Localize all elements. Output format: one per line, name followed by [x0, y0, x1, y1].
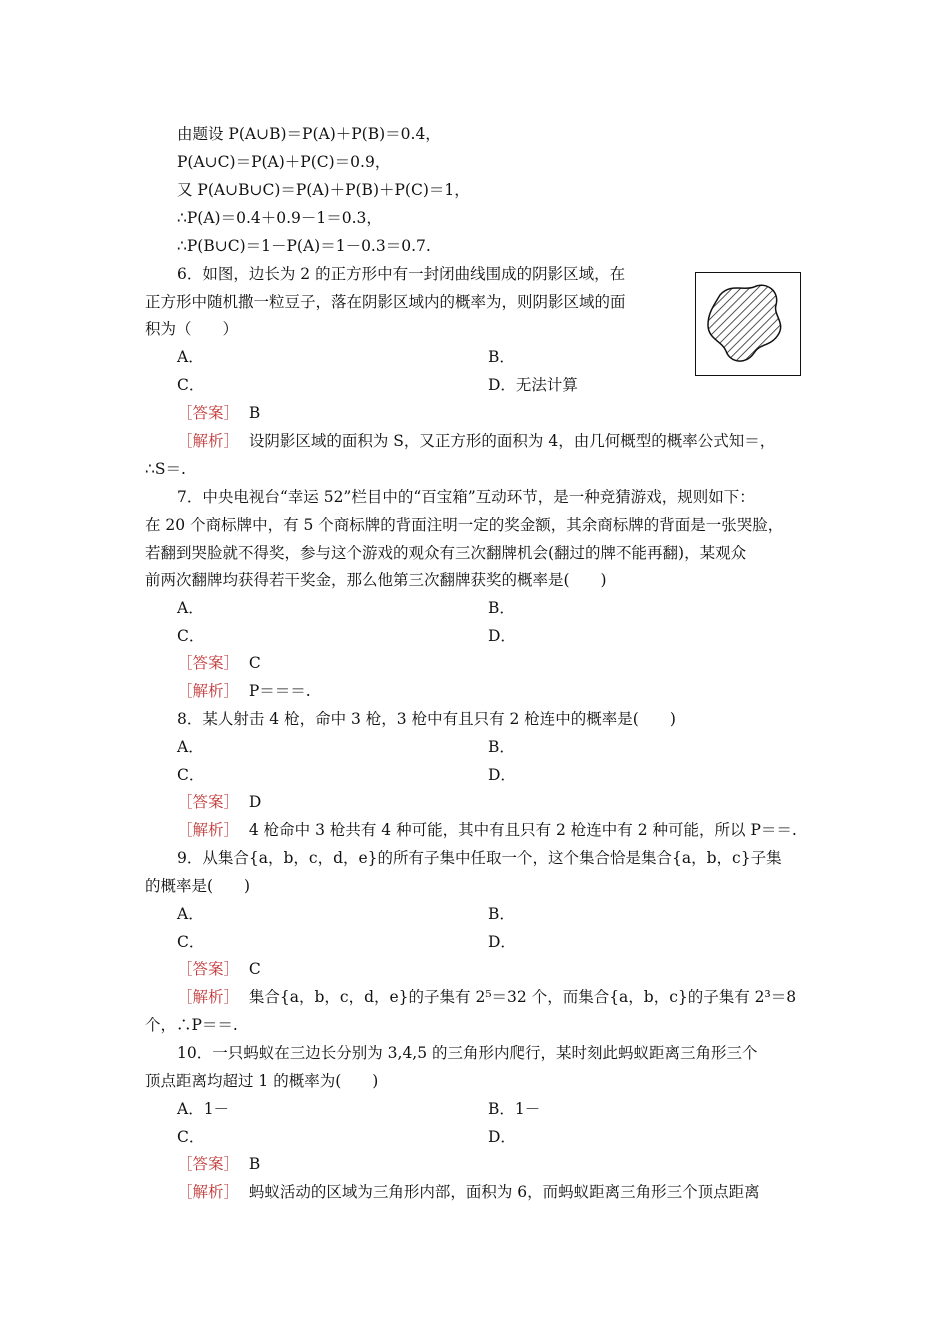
q8-option-c: C．	[177, 766, 205, 784]
analysis-tag: ［解析］	[177, 821, 240, 839]
q10-option-b: B．1－	[488, 1100, 541, 1118]
shaded-region-figure	[695, 272, 801, 376]
q6-option-d: D．无法计算	[488, 376, 578, 394]
intro-line-3: 又 P(A∪B∪C)＝P(A)＋P(B)＋P(C)＝1，	[177, 181, 470, 199]
intro-line-2: P(A∪C)＝P(A)＋P(C)＝0.9，	[177, 153, 391, 171]
answer-tag: ［答案］	[177, 654, 240, 672]
intro-line-5: ∴P(B∪C)＝1－P(A)＝1－0.3＝0.7.	[177, 237, 431, 255]
q7-answer: C	[248, 654, 261, 672]
q9-answer: C	[248, 960, 261, 978]
shaded-blob-icon	[696, 273, 799, 374]
q9-option-d: D．	[488, 933, 516, 951]
q8-analysis-line-1	[177, 819, 797, 841]
q9-analysis-line-1	[177, 986, 796, 1008]
q6-stem-line-1: 6．如图，边长为 2 的正方形中有一封闭曲线围成的阴影区域，在	[177, 265, 626, 283]
q6-answer-line	[177, 402, 260, 424]
q10-stem-line-2: 顶点距离均超过 1 的概率为( )	[145, 1072, 379, 1090]
q9-analysis-line-2: 个，∴P＝＝.	[145, 1016, 238, 1034]
q10-option-c: C．	[177, 1128, 205, 1146]
answer-tag: ［答案］	[177, 793, 240, 811]
q6-answer: B	[248, 404, 261, 422]
q7-analysis-line-1	[177, 680, 311, 702]
q10-answer-line	[177, 1153, 260, 1175]
q8-option-d: D．	[488, 766, 516, 784]
analysis-tag: ［解析］	[177, 1183, 240, 1201]
q7-option-c: C．	[177, 627, 205, 645]
q7-answer-line	[177, 652, 261, 674]
q8-analysis-text: 4 枪命中 3 枪共有 4 种可能，其中有且只有 2 枪连中有 2 种可能，所以 P＝＝.	[248, 821, 797, 839]
answer-tag: ［答案］	[177, 1155, 240, 1173]
q7-analysis-text: P＝＝＝.	[248, 682, 311, 700]
q8-option-a: A．	[177, 738, 204, 756]
q6-stem-line-2: 正方形中随机撒一粒豆子，落在阴影区域内的概率为，则阴影区域的面	[145, 293, 626, 311]
analysis-tag: ［解析］	[177, 432, 240, 450]
q6-stem-line-3: 积为（ ）	[145, 320, 239, 338]
q9-analysis-text: 集合{a，b，c，d，e}的子集有 2⁵＝32 个，而集合{a，b，c}的子集有 2³＝8	[248, 988, 797, 1006]
intro-line-1: 由题设 P(A∪B)＝P(A)＋P(B)＝0.4，	[177, 125, 441, 143]
q6-analysis-line-2: ∴S＝.	[145, 460, 186, 478]
q9-stem-line-1: 9．从集合{a，b，c，d，e}的所有子集中任取一个，这个集合恰是集合{a，b，c}子集	[177, 849, 782, 867]
q9-option-a: A．	[177, 905, 204, 923]
q10-option-d: D．	[488, 1128, 516, 1146]
answer-tag: ［答案］	[177, 404, 240, 422]
q9-answer-line	[177, 958, 261, 980]
intro-line-4: ∴P(A)＝0.4＋0.9－1＝0.3，	[177, 209, 382, 227]
q7-option-b: B．	[488, 599, 515, 617]
q10-stem-line-1: 10．一只蚂蚁在三边长分别为 3,4,5 的三角形内爬行，某时刻此蚂蚁距离三角形三个	[177, 1044, 758, 1062]
q6-option-b: B．	[488, 348, 515, 366]
q6-analysis-text: 设阴影区域的面积为 S，又正方形的面积为 4，由几何概型的概率公式知＝，	[248, 432, 776, 450]
q8-stem-line-1: 8．某人射击 4 枪，命中 3 枪，3 枪中有且只有 2 枪连中的概率是( )	[177, 710, 676, 728]
q7-option-a: A．	[177, 599, 204, 617]
q9-option-b: B．	[488, 905, 515, 923]
q9-option-c: C．	[177, 933, 205, 951]
q10-answer: B	[248, 1155, 261, 1173]
q6-option-a: A．	[177, 348, 204, 366]
q6-option-c: C．	[177, 376, 205, 394]
q8-answer-line	[177, 791, 261, 813]
q10-analysis-text: 蚂蚁活动的区域为三角形内部，面积为 6，而蚂蚁距离三角形三个顶点距离	[248, 1183, 760, 1201]
answer-tag: ［答案］	[177, 960, 240, 978]
q7-stem-line-4: 前两次翻牌均获得若干奖金，那么他第三次翻牌获奖的概率是( )	[145, 571, 607, 589]
q7-stem-line-2: 在 20 个商标牌中，有 5 个商标牌的背面注明一定的奖金额，其余商标牌的背面是一张哭脸，	[145, 516, 784, 534]
q8-option-b: B．	[488, 738, 515, 756]
q7-option-d: D．	[488, 627, 516, 645]
q10-analysis-line-1	[177, 1181, 760, 1203]
analysis-tag: ［解析］	[177, 682, 240, 700]
q7-stem-line-1: 7．中央电视台“幸运 52”栏目中的“百宝箱”互动环节，是一种竞猜游戏，规则如下：	[177, 488, 755, 506]
q9-stem-line-2: 的概率是( )	[145, 877, 251, 895]
analysis-tag: ［解析］	[177, 988, 240, 1006]
q10-option-a: A．1－	[177, 1100, 230, 1118]
q8-answer: D	[248, 793, 262, 811]
q7-stem-line-3: 若翻到哭脸就不得奖，参与这个游戏的观众有三次翻牌机会(翻过的牌不能再翻)，某观众	[145, 544, 747, 562]
q6-analysis-line-1	[177, 430, 775, 452]
